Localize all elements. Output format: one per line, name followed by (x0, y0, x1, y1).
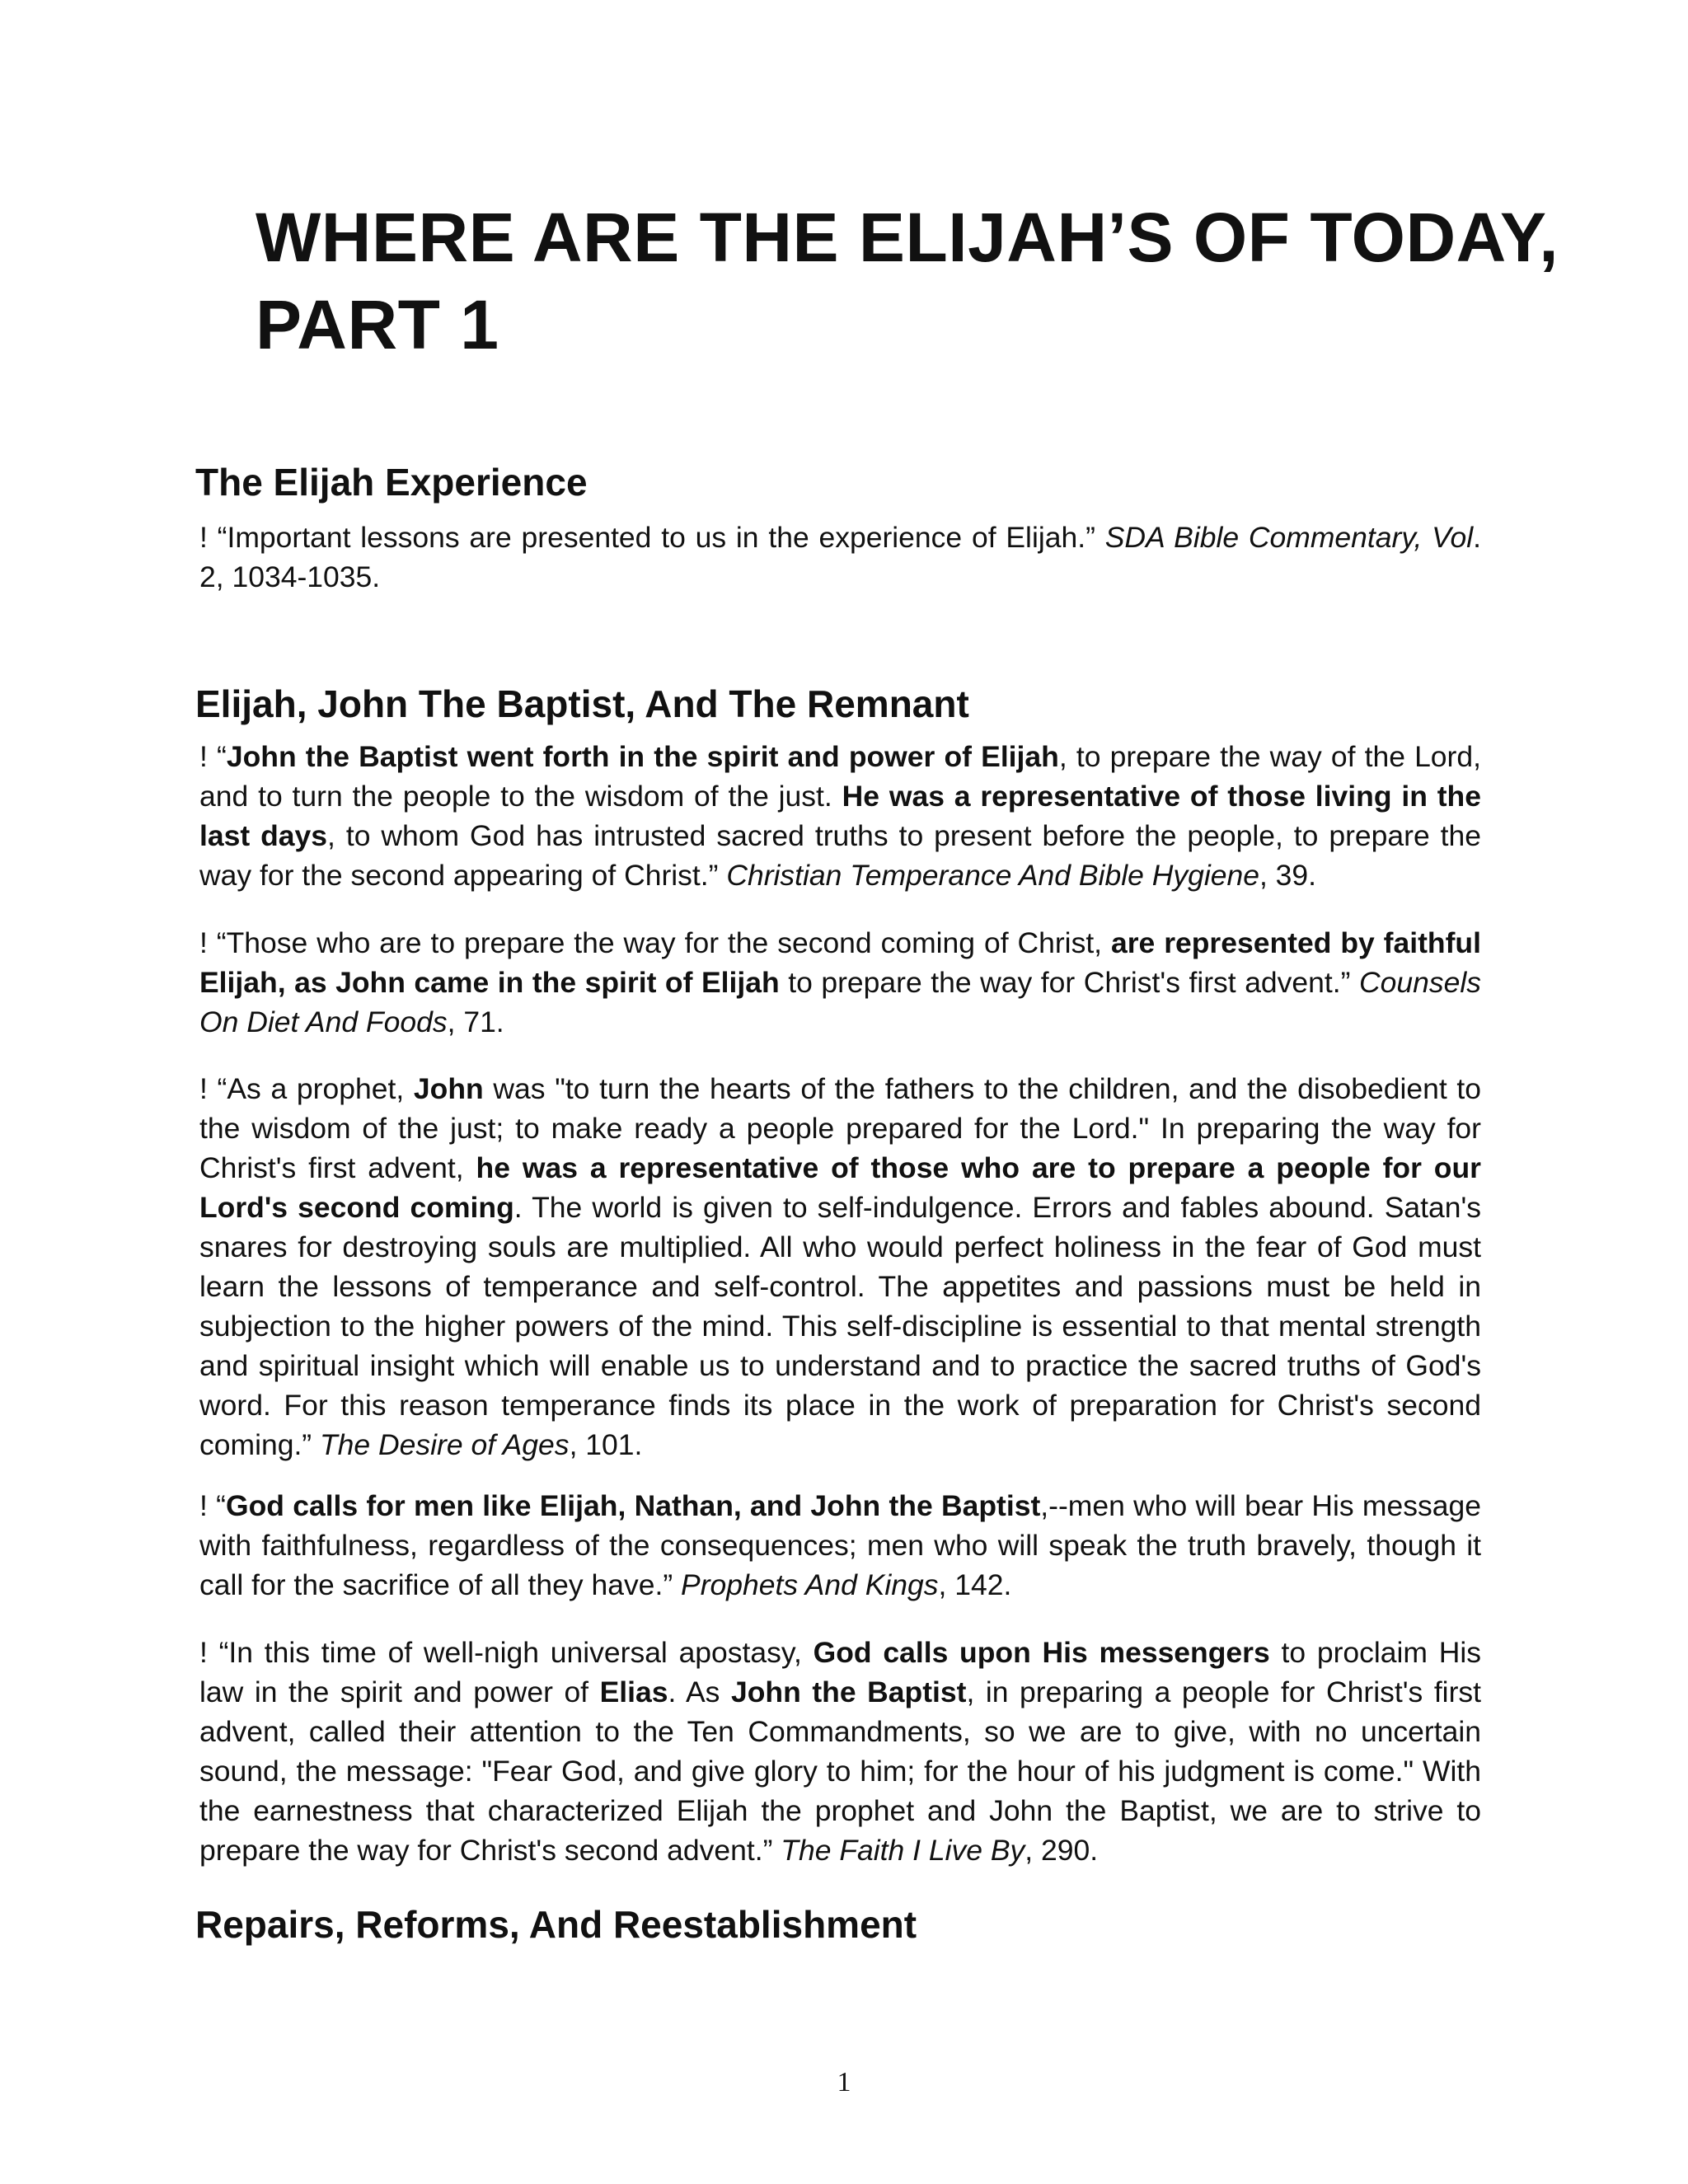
quote-emphasis: John (413, 1072, 484, 1105)
quote-emphasis: he was a representative of those who are to prepare a people for our Lord's second coming (199, 1151, 1481, 1224)
quote-emphasis: God calls for men like Elijah, Nathan, and John the Baptist (225, 1489, 1041, 1522)
quote-emphasis: John the Baptist went forth in the spirit and power of Elijah (226, 740, 1059, 773)
quote-faith-i-live-by (199, 1633, 1481, 1870)
quote-prophets-and-kings (199, 1486, 1481, 1605)
quote-source: Counsels On Diet And Foods (199, 966, 1481, 1038)
quote-emphasis: Elias (599, 1675, 668, 1708)
quote-source: Christian Temperance And Bible Hygiene (726, 859, 1259, 892)
quote-text: was "to turn the hearts of the fathers to the children, and the disobedient to the wisdom of the just; to make ready a people prepared for the Lord." In preparing the way for Christ's first advent, (199, 1072, 1481, 1184)
quote-christian-temperance (199, 737, 1481, 895)
quote-text: . As (668, 1675, 731, 1708)
quote-source-ref: , 71. (447, 1005, 504, 1038)
quote-emphasis: John the Baptist (730, 1675, 967, 1708)
quote-source: SDA Bible Commentary, Vol (1104, 521, 1474, 554)
section-heading-elijah-experience: The Elijah Experience (195, 461, 588, 504)
quote-source-ref: , 142. (938, 1568, 1012, 1601)
quote-text: ,--men who will bear His message with faithfulness, regardless of the consequences; men who will speak the truth bravely, though it call for the sacrifice of all they have.” (199, 1489, 1481, 1601)
quote-text: ! “Important lessons are presented to us in the experience of Elijah.” (199, 521, 1105, 554)
section-heading-elijah-john-remnant: Elijah, John The Baptist, And The Remnant (195, 682, 969, 725)
quote-text: . The world is given to self-indulgence. Errors and fables abound. Satan's snares for destroying souls are multiplied. All who would perfect holiness in the fear of God must learn the lessons of temperance and self-control. The appetites and passions must be held in subjection to the higher powers of the mind. This self-discipline is essential to that mental strength and spiritual insight which will enable us to understand and to practice the sacred truths of God's word. For this reason temperance finds its place in the work of preparation for Christ's second coming.” (199, 1191, 1481, 1461)
page-number: 1 (837, 2067, 851, 2097)
quote-emphasis: are represented by faithful Elijah, as John came in the spirit of Elijah (199, 926, 1481, 999)
quote-source: The Desire of Ages (320, 1428, 570, 1461)
quote-text: ! “In this time of well-nigh universal apostasy, (199, 1636, 814, 1669)
quote-text: , to whom God has intrusted sacred truths to present before the people, to prepare the way for the second appearing of Christ.” (199, 819, 1481, 892)
quote-text: ! “ (199, 1489, 226, 1522)
quote-source-ref: , 290. (1025, 1834, 1099, 1867)
quote-counsels-diet (199, 923, 1481, 1042)
quote-emphasis: God calls upon His messengers (813, 1636, 1270, 1669)
section-heading-repairs-reforms: Repairs, Reforms, And Reestablishment (195, 1903, 917, 1946)
quote-sda-commentary (199, 518, 1481, 597)
quote-text: ! “ (199, 740, 227, 773)
quote-source: Prophets And Kings (681, 1568, 939, 1601)
quote-text: , to prepare the way of the Lord, and to turn the people to the wisdom of the just. (199, 740, 1481, 813)
quote-source: The Faith I Live By (781, 1834, 1025, 1867)
page-title: WHERE ARE THE ELIJAH’S OF TODAY, PART 1 (256, 199, 1559, 363)
quote-text: ! “As a prophet, (199, 1072, 414, 1105)
quote-text: to proclaim His law in the spirit and power of (199, 1636, 1481, 1708)
quote-text: , in preparing a people for Christ's first advent, called their attention to the Ten Commandments, so we are to give, with no uncertain sound, the message: "Fear God, and give glory to him; for the hour of his judgment is come." With the earnestness that characterized Elijah the prophet and John the Baptist, we are to strive to prepare the way for Christ's second advent.” (199, 1675, 1482, 1867)
quote-emphasis: He was a representative of those living in the last days (199, 780, 1481, 852)
quote-text: ! “Those who are to prepare the way for the second coming of Christ, (199, 926, 1111, 959)
quote-text: to prepare the way for Christ's first advent.” (779, 966, 1359, 999)
quote-source-ref: , 39. (1259, 859, 1317, 892)
quote-source-ref: . 2, 1034-1035. (199, 521, 1481, 593)
quote-source-ref: , 101. (569, 1428, 643, 1461)
quote-desire-of-ages (199, 1069, 1481, 1465)
